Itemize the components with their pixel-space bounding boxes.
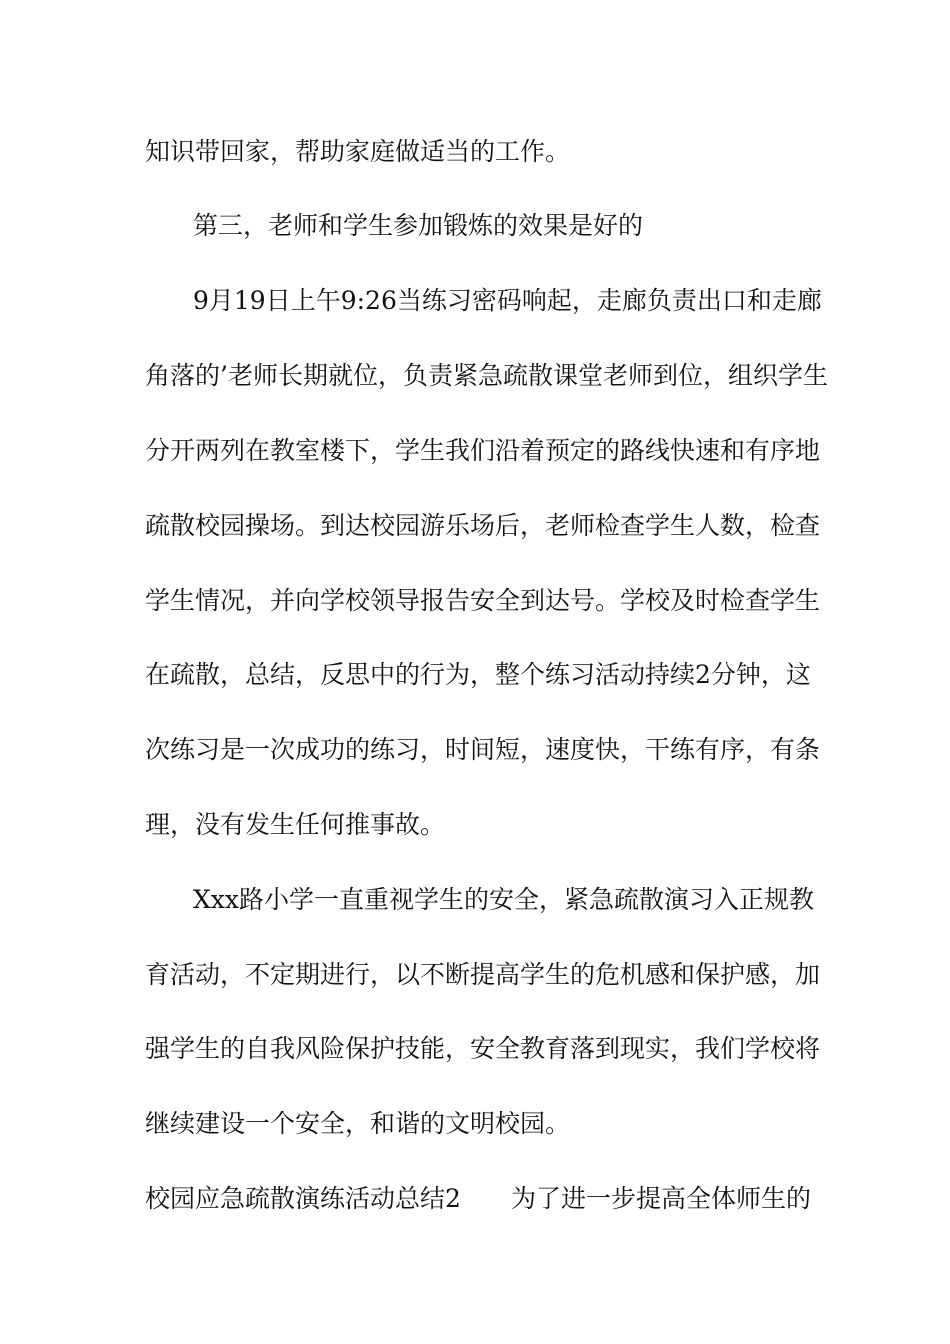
text-line: 理，没有发生任何推事故。 xyxy=(145,810,446,839)
text-line: 强学生的自我风险保护技能，安全教育落到现实，我们学校将 xyxy=(145,1034,821,1063)
text-line: 次练习是一次成功的练习，时间短，速度快，干练有序，有条 xyxy=(145,735,821,764)
text-line: Xxx路小学一直重视学生的安全，紧急疏散演习入正规教 xyxy=(193,885,814,914)
subheading-line: 第三，老师和学生参加锻炼的效果是好的 xyxy=(193,211,644,240)
text-line: 分开两列在教室楼下，学生我们沿着预定的路线快速和有序地 xyxy=(145,436,821,465)
text-line: 学生情况，并向学校领导报告安全到达号。学校及时检查学生 xyxy=(145,586,821,615)
text-line: 育活动，不定期进行，以不断提高学生的危机感和保护感，加 xyxy=(145,960,821,989)
text-line: 角落的’老师长期就位，负责紧急疏散课堂老师到位，组织学生 xyxy=(145,361,828,390)
text-line: 在疏散，总结，反思中的行为，整个练习活动持续2分钟，这 xyxy=(145,660,811,689)
section-title: 校园应急疏散演练活动总结2 xyxy=(145,1184,461,1213)
section-heading-row xyxy=(145,1179,812,1219)
text-line: 继续建设一个安全，和谐的文明校园。 xyxy=(145,1109,571,1138)
section-continuation-text: 为了进一步提高全体师生的 xyxy=(511,1184,812,1213)
text-line: 疏散校园操场。到达校园游乐场后，老师检查学生人数，检查 xyxy=(145,511,821,540)
text-line: 9月19日上午9:26当练习密码响起，走廊负责出口和走廊 xyxy=(193,286,822,315)
text-line: 知识带回家，帮助家庭做适当的工作。 xyxy=(145,137,571,166)
